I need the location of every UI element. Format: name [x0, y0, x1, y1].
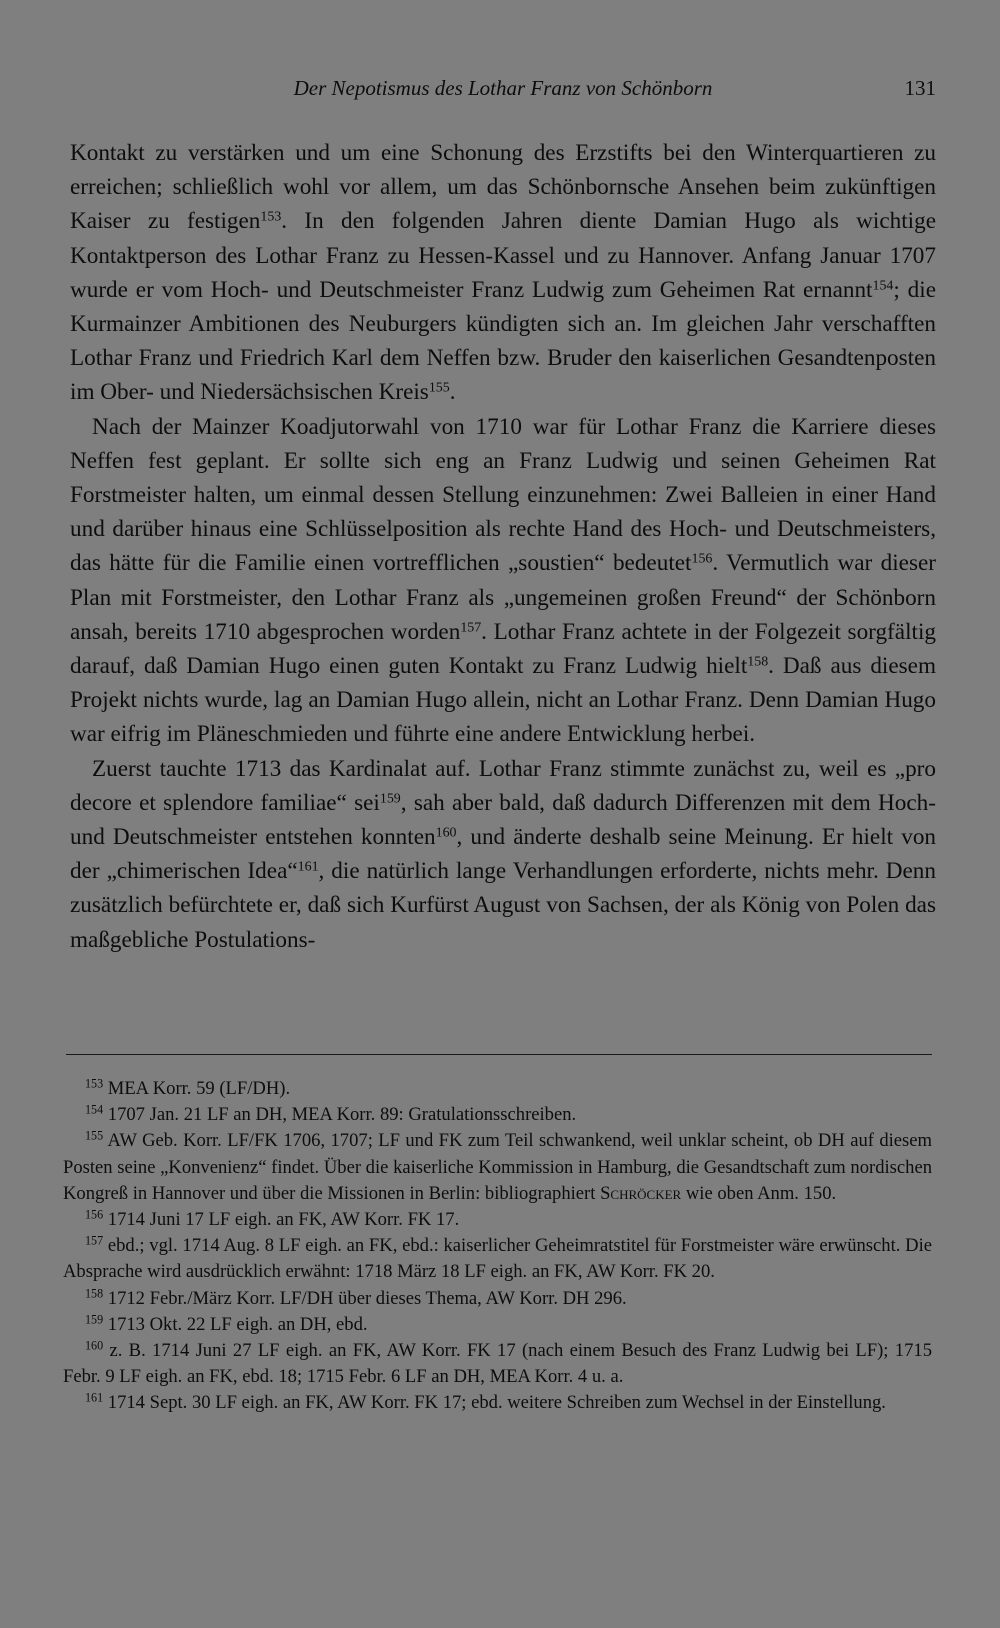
footnotes [63, 1076, 932, 1417]
footnote-ref[interactable]: 161 [297, 859, 319, 875]
text-run: . Vermutlich war dieser Plan mit Forstmeister, den Lothar Franz als „ungemeinen großen Freund“ der Schönborn ansah, bereits 1710 abgesprochen worden [70, 550, 936, 645]
text-run: Nach der Mainzer Koadjutorwahl von 1710 war für Lothar Franz die Karriere dieses Neffen fest geplant. Er sollte sich eng an Franz Ludwig und seinen Geheimen Rat Forstmeister halten, um einmal dessen Stellung einzunehmen: Zwei Balleien in einer Hand und darüber hinaus eine Schlüsselposition als rechte Hand des Hoch- und Deutschmeisters, das hätte für die Familie einen vortrefflichen „soustien“ bedeutet [70, 413, 936, 577]
text-run: , sah aber bald, daß dadurch Differenzen mit dem Hoch- und Deutschmeister entstehen konnten [70, 789, 936, 851]
text-run: Zuerst tauchte 1713 das Kardinalat auf. Lothar Franz stimmte zunächst zu, weil es „pro decore et splendore familiae“ sei [70, 755, 936, 816]
paragraph-1 [70, 136, 936, 410]
main-text [70, 136, 936, 957]
footnote-number: 156 [85, 1207, 104, 1222]
footnote-text: 1714 Juni 17 LF eigh. an FK, AW Korr. FK 17. [107, 1209, 460, 1231]
footnote-number: 153 [85, 1076, 104, 1091]
footnote-number: 159 [85, 1312, 104, 1327]
footnote-number: 157 [85, 1233, 104, 1248]
footnote-text: 1714 Sept. 30 LF eigh. an FK, AW Korr. FK 17; ebd. weitere Schreiben zum Wechsel in der Einstellung. [107, 1392, 886, 1414]
footnote-ref[interactable]: 160 [435, 825, 457, 841]
text-run: . Daß aus diesem Projekt nichts wurde, lag an Damian Hugo allein, nicht an Lothar Franz. Denn Damian Hugo war eifrig im Pläneschmieden und führte eine andere Entwicklung herbei. [70, 653, 936, 748]
footnote [63, 1286, 932, 1312]
paragraph-3 [70, 752, 936, 957]
footnote [63, 1390, 932, 1416]
footnote [63, 1233, 932, 1285]
footnote-ref[interactable]: 156 [691, 551, 713, 567]
footnote-text: MEA Korr. 59 (LF/DH). [107, 1078, 291, 1099]
footnote-text: ebd.; vgl. 1714 Aug. 8 LF eigh. an FK, ebd.: kaiserlicher Geheimratstitel für Forstmeister wäre erwünscht. Die Absprache wird ausdrücklich erwähnt: 1718 März 18 LF eigh. an FK, AW Korr. FK 20. [63, 1235, 932, 1283]
footnote-number: 155 [85, 1128, 104, 1143]
footnote [63, 1102, 932, 1128]
author-name: Schröcker [600, 1182, 682, 1204]
text-run: Kontakt zu verstärken und um eine Schonung des Erzstifts bei den Winterquartieren zu erreichen; schließlich wohl vor allem, um das Schönbornsche Ansehen beim zukünftigen Kaiser zu festigen [70, 140, 936, 235]
footnote-text: 1707 Jan. 21 LF an DH, MEA Korr. 89: Gratulationsschreiben. [107, 1104, 577, 1126]
text-run: . In den folgenden Jahren diente Damian Hugo als wichtige Kontaktperson des Lothar Franz zu Hessen-Kassel und zu Hannover. Anfang Januar 1707 wurde er vom Hoch- und Deutschmeister Franz Ludwig zum Geheimen Rat ernannt [70, 208, 936, 303]
page-header [70, 68, 936, 108]
footnote [63, 1128, 932, 1207]
text-run: , und änderte deshalb seine Meinung. Er hielt von der „chimerischen Idea“ [70, 824, 937, 885]
footnote [63, 1207, 932, 1233]
text-run: . Lothar Franz achtete in der Folgezeit sorgfältig darauf, daß Damian Hugo einen guten Kontakt zu Franz Ludwig hielt [70, 618, 936, 680]
footnote-text: 1713 Okt. 22 LF eigh. an DH, ebd. [107, 1313, 368, 1335]
footnote-ref[interactable]: 158 [747, 654, 769, 670]
footnote-text: wie oben Anm. 150. [681, 1182, 837, 1204]
footnote-text: z. B. 1714 Juni 27 LF eigh. an FK, AW Korr. FK 17 (nach einem Besuch des Franz Ludwig bei LF); 1715 Febr. 9 LF eigh. an FK, ebd. 18; 1715 Febr. 6 LF an DH, MEA Korr. 4 u. a. [63, 1340, 932, 1388]
running-title: Der Nepotismus des Lothar Franz von Schönborn [293, 76, 713, 100]
page-number: 131 [904, 76, 936, 100]
footnote [63, 1312, 932, 1338]
paragraph-2 [70, 410, 936, 752]
text-run: , die natürlich lange Verhandlungen erforderte, nichts mehr. Denn zusätzlich befürchtete er, daß sich Kurfürst August von Sachsen, der als König von Polen das maßgebliche Postulations- [70, 858, 936, 953]
footnote-text: AW Geb. Korr. LF/FK 1706, 1707; LF und FK zum Teil schwankend, weil unklar scheint, ob DH auf diesem Posten seine „Konvenienz“ findet. Über die kaiserliche Kommission in Hamburg, die Gesandtschaft zum nordischen Kongreß in Hannover und über die Missionen in Berlin: bibliographiert [63, 1130, 932, 1204]
footnote-text: 1712 Febr./März Korr. LF/DH über dieses Thema, AW Korr. DH 296. [107, 1287, 627, 1309]
text-run: . [449, 379, 456, 406]
footnote-number: 158 [85, 1285, 104, 1300]
footnote-number: 161 [85, 1390, 104, 1405]
footnote-ref[interactable]: 157 [460, 620, 482, 636]
footnote-ref[interactable]: 154 [872, 278, 894, 294]
footnote [63, 1076, 932, 1102]
footnote-ref[interactable]: 159 [379, 791, 401, 807]
footnote-separator [66, 1054, 932, 1055]
footnote [63, 1338, 932, 1390]
footnote-ref[interactable]: 155 [428, 380, 450, 396]
text-run: ; die Kurmainzer Ambitionen des Neuburgers kündigten sich an. Im gleichen Jahr verschafften Lothar Franz und Friedrich Karl dem Neffen bzw. Bruder den kaiserlichen Gesandtenposten im Ober- und Niedersächsischen Kreis [70, 276, 936, 406]
footnote-number: 154 [85, 1102, 104, 1117]
footnote-number: 160 [85, 1338, 104, 1353]
footnote-ref[interactable]: 153 [260, 209, 282, 225]
